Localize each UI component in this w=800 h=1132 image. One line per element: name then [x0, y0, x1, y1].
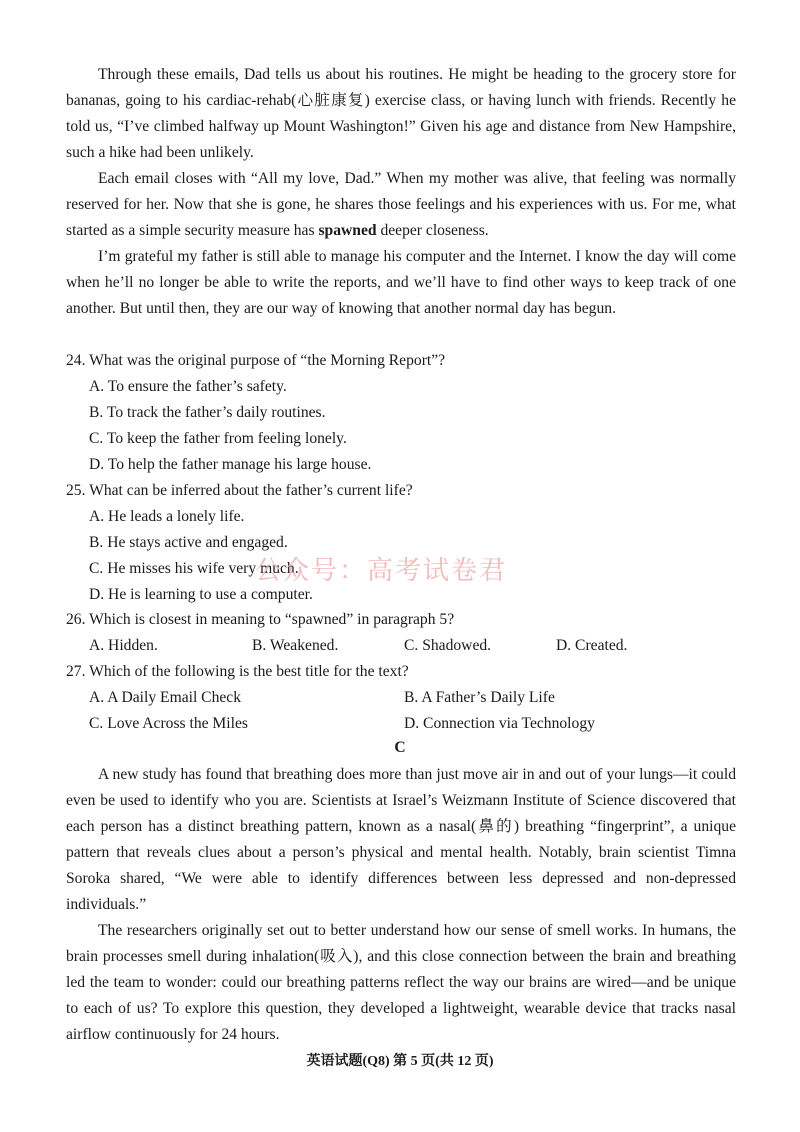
question-26-option-c[interactable]: C. Shadowed. [404, 637, 492, 654]
page-footer: 英语试题(Q8) 第 5 页(共 12 页) [306, 1054, 494, 1069]
paragraph-c-2: The researchers originally set out to better understand how our sense of smell works. In humans, the brain processes smell during inhalation(吸入), and this close connection between the brain and breathing led the team to wonder: could our breathing patterns reflect the way our brains are wired—and be unique to each of us? To explore this question, they developed a lightweight, wearable device that tracks nasal airflow continuously for 24 hours. [66, 922, 736, 1043]
paragraph-b-4 [66, 166, 736, 244]
question-24-option-d[interactable]: D. To help the father manage his large house. [89, 456, 372, 473]
question-25-option-d[interactable]: D. He is learning to use a computer. [89, 586, 313, 603]
question-24-option-c[interactable]: C. To keep the father from feeling lonely. [89, 430, 347, 447]
paragraph-b-4-tail: deeper closeness. [376, 222, 489, 239]
question-27-stem: 27. Which of the following is the best title for the text? [66, 663, 409, 680]
question-27-option-a[interactable]: A. A Daily Email Check [89, 689, 242, 706]
paragraph-c-1: A new study has found that breathing does more than just move air in and out of your lungs—it could even be used to identify who you are. Scientists at Israel’s Weizmann Institute of Science discovered that each person has a distinct breathing pattern, known as a nasal(鼻的) breathing “fingerprint”, a unique pattern that reveals clues about a person’s physical and mental health. Notably, brain scientist Timna Soroka shared, “We were able to identify differences between less depressed and non-depressed individuals.” [66, 766, 736, 913]
question-27-option-d[interactable]: D. Connection via Technology [404, 715, 595, 732]
question-24-option-b[interactable]: B. To track the father’s daily routines. [89, 404, 326, 421]
question-27-option-b[interactable]: B. A Father’s Daily Life [404, 689, 555, 706]
paragraph-b-4-text: Each email closes with “All my love, Dad.” When my mother was alive, that feeling was normally reserved for her. Now that she is gone, he shares those feelings and his experiences with us. For me, what started as a simple security measure has [66, 170, 736, 239]
question-24-option-a[interactable]: A. To ensure the father’s safety. [89, 378, 287, 395]
paragraph-b-3: Through these emails, Dad tells us about his routines. He might be heading to the grocery store for bananas, going to his cardiac-rehab(心脏康复) exercise class, or having lunch with friends. Recently he told us, “I’ve climbed halfway up Mount Washington!” Given his age and distance from New Hampshire, such a hike had been unlikely. [66, 66, 736, 161]
question-25-option-b[interactable]: B. He stays active and engaged. [89, 534, 288, 551]
paragraph-b-5: I’m grateful my father is still able to manage his computer and the Internet. I know the day will come when he’ll no longer be able to write the reports, and we’ll have to find other ways to keep track of one another. But until then, they are our way of knowing that another normal day has begun. [66, 248, 736, 317]
question-25-option-c[interactable]: C. He misses his wife very much. [89, 560, 299, 577]
question-25-stem: 25. What can be inferred about the father’s current life? [66, 482, 413, 499]
question-24-stem: 24. What was the original purpose of “the Morning Report”? [66, 352, 446, 369]
question-26-option-a[interactable]: A. Hidden. [89, 637, 158, 654]
question-26-option-d[interactable]: D. Created. [556, 637, 628, 654]
question-26-option-b[interactable]: B. Weakened. [252, 637, 339, 654]
watermark-text: 公众号：高考试卷君 [255, 556, 508, 586]
question-26-stem: 26. Which is closest in meaning to “spawned” in paragraph 5? [66, 611, 455, 628]
question-25-option-a[interactable]: A. He leads a lonely life. [89, 508, 245, 525]
question-27-option-c[interactable]: C. Love Across the Miles [89, 715, 248, 732]
section-label-c: C [394, 739, 406, 756]
highlight-word-spawned: spawned [318, 222, 377, 239]
